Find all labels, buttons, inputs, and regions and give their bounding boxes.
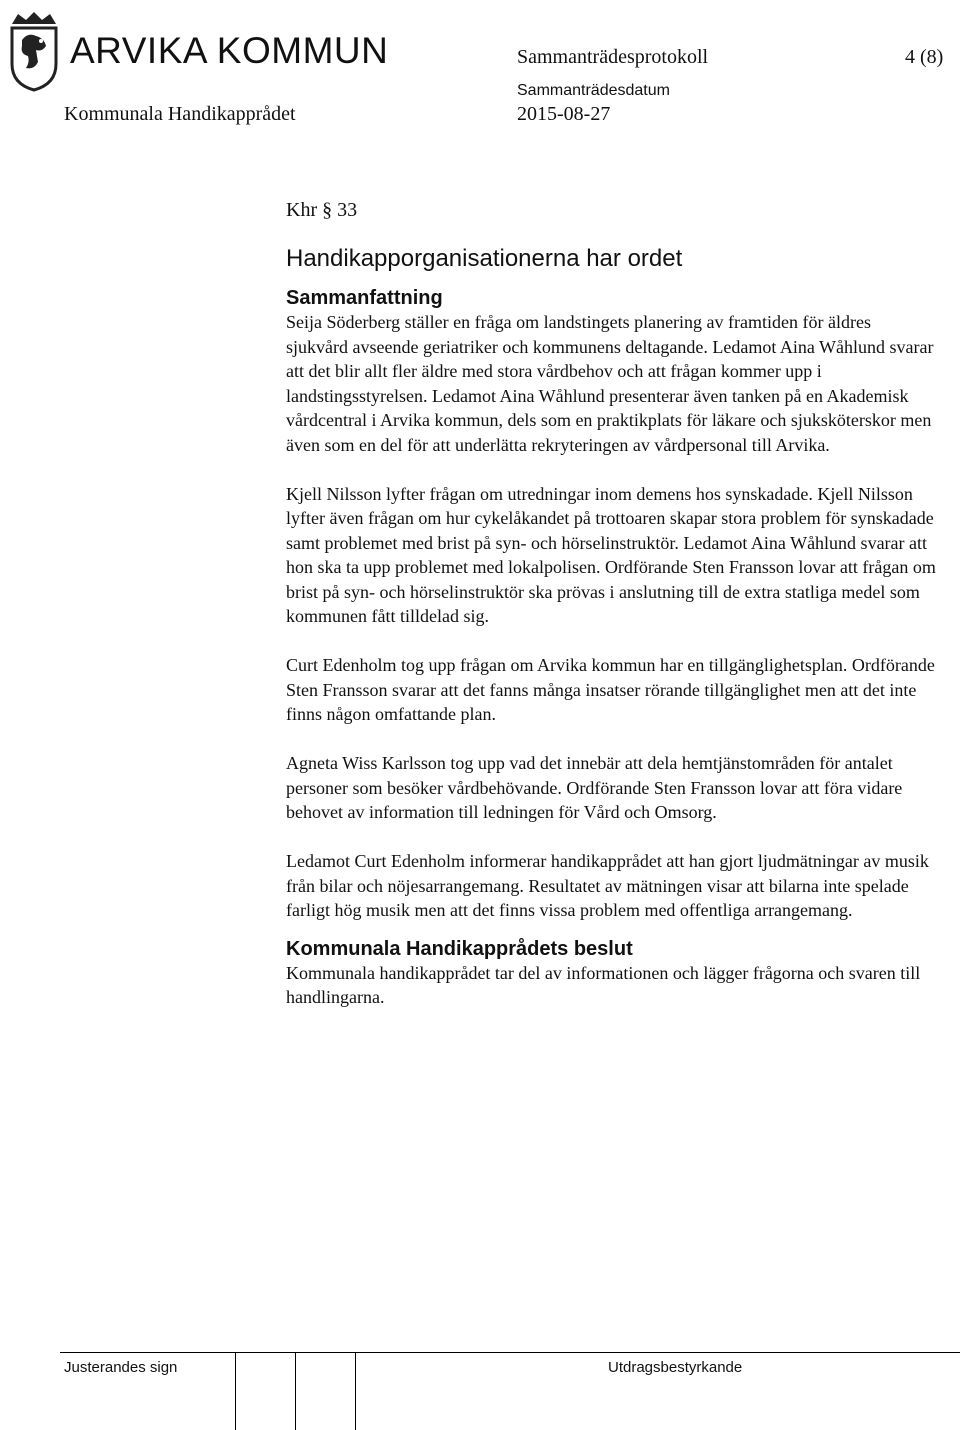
section-heading: Handikapporganisationerna har ordet: [286, 245, 683, 272]
footer-divider: [60, 1352, 960, 1353]
organization-name: Kommunala Handikapprådet: [64, 103, 296, 125]
decision-heading: Kommunala Handikapprådets beslut: [286, 937, 633, 960]
signature-box-divider: [295, 1352, 296, 1430]
decision-text: Kommunala handikapprådet tar del av informationen och lägger frågorna och svaren till handlingarna.: [286, 962, 921, 1007]
summary-paragraph: Ledamot Curt Edenholm informerar handikapprådet att han gjort ljudmätningar av musik från bilar och nöjesarrangemang. Resultatet av mätningen visar att bilarna inte spelade farligt hög musik men att det finns vissa problem med offentliga arrangemang.: [286, 851, 929, 920]
extract-certification-label: Utdragsbestyrkande: [608, 1359, 743, 1376]
summary-paragraph: Agneta Wiss Karlsson tog upp vad det innebär att dela hemtjänstområden för antalet personer som besöker vårdbehövande. Ordförande Sten Fransson lovar att föra vidare behovet av information till ledningen för Vård och Omsorg.: [286, 753, 903, 822]
signature-box-divider: [235, 1352, 236, 1430]
paragraph-number: Khr § 33: [286, 199, 358, 221]
meeting-date: 2015-08-27: [517, 103, 611, 125]
summary-paragraph: Seija Söderberg ställer en fråga om landstingets planering av framtiden för äldres sjukvård avseende geriatriker och kommunens deltagande. Ledamot Aina Wåhlund svarar att det blir allt fler äldre med stora vårdbehov och att frågan kommer upp i landstingsstyrelsen. Ledamot Aina Wåhlund presenterar även tanken på en Akademisk vårdcentral i Arvika kommun, dels som en praktikplats för läkare och sjuksköterskor men även som en del för att underlätta rekryteringen av vårdpersonal till Arvika.: [286, 312, 934, 455]
signature-box-divider: [355, 1352, 356, 1430]
page-number: 4 (8): [905, 46, 944, 68]
protocol-body: [286, 198, 936, 1010]
logo-wordmark: ARVIKA KOMMUN: [70, 30, 389, 71]
summary-paragraph: Curt Edenholm tog upp frågan om Arvika kommun har en tillgänglighetsplan. Ordförande Sten Fransson svarar att det fanns många insatser rörande tillgänglighet men att det inte finns någon omfattande plan.: [286, 655, 935, 724]
document-title: Sammanträdesprotokoll: [517, 46, 709, 68]
coat-of-arms-icon: [8, 8, 60, 92]
summary-heading: Sammanfattning: [286, 287, 443, 309]
meeting-date-label: Sammanträdesdatum: [517, 82, 670, 99]
signature-label: Justerandes sign: [64, 1359, 178, 1376]
signature-footer: [0, 1352, 960, 1430]
letterhead-logo: [8, 8, 389, 98]
summary-paragraph: Kjell Nilsson lyfter frågan om utredningar inom demens hos synskadade. Kjell Nilsson lyfter även frågan om hur cykelåkandet på trottoaren skapar stora problem för synskadade samt problemet med brist på syn- och hörselinstruktör. Ledamot Aina Wåhlund svarar att hon ska ta upp problemet med lokalpolisen. Ordförande Sten Fransson lovar att frågan om brist på syn- och hörselinstruktör ska prövas i anslutning till de extra statliga medel som kommunen fått tilldelad sig.: [286, 483, 936, 626]
